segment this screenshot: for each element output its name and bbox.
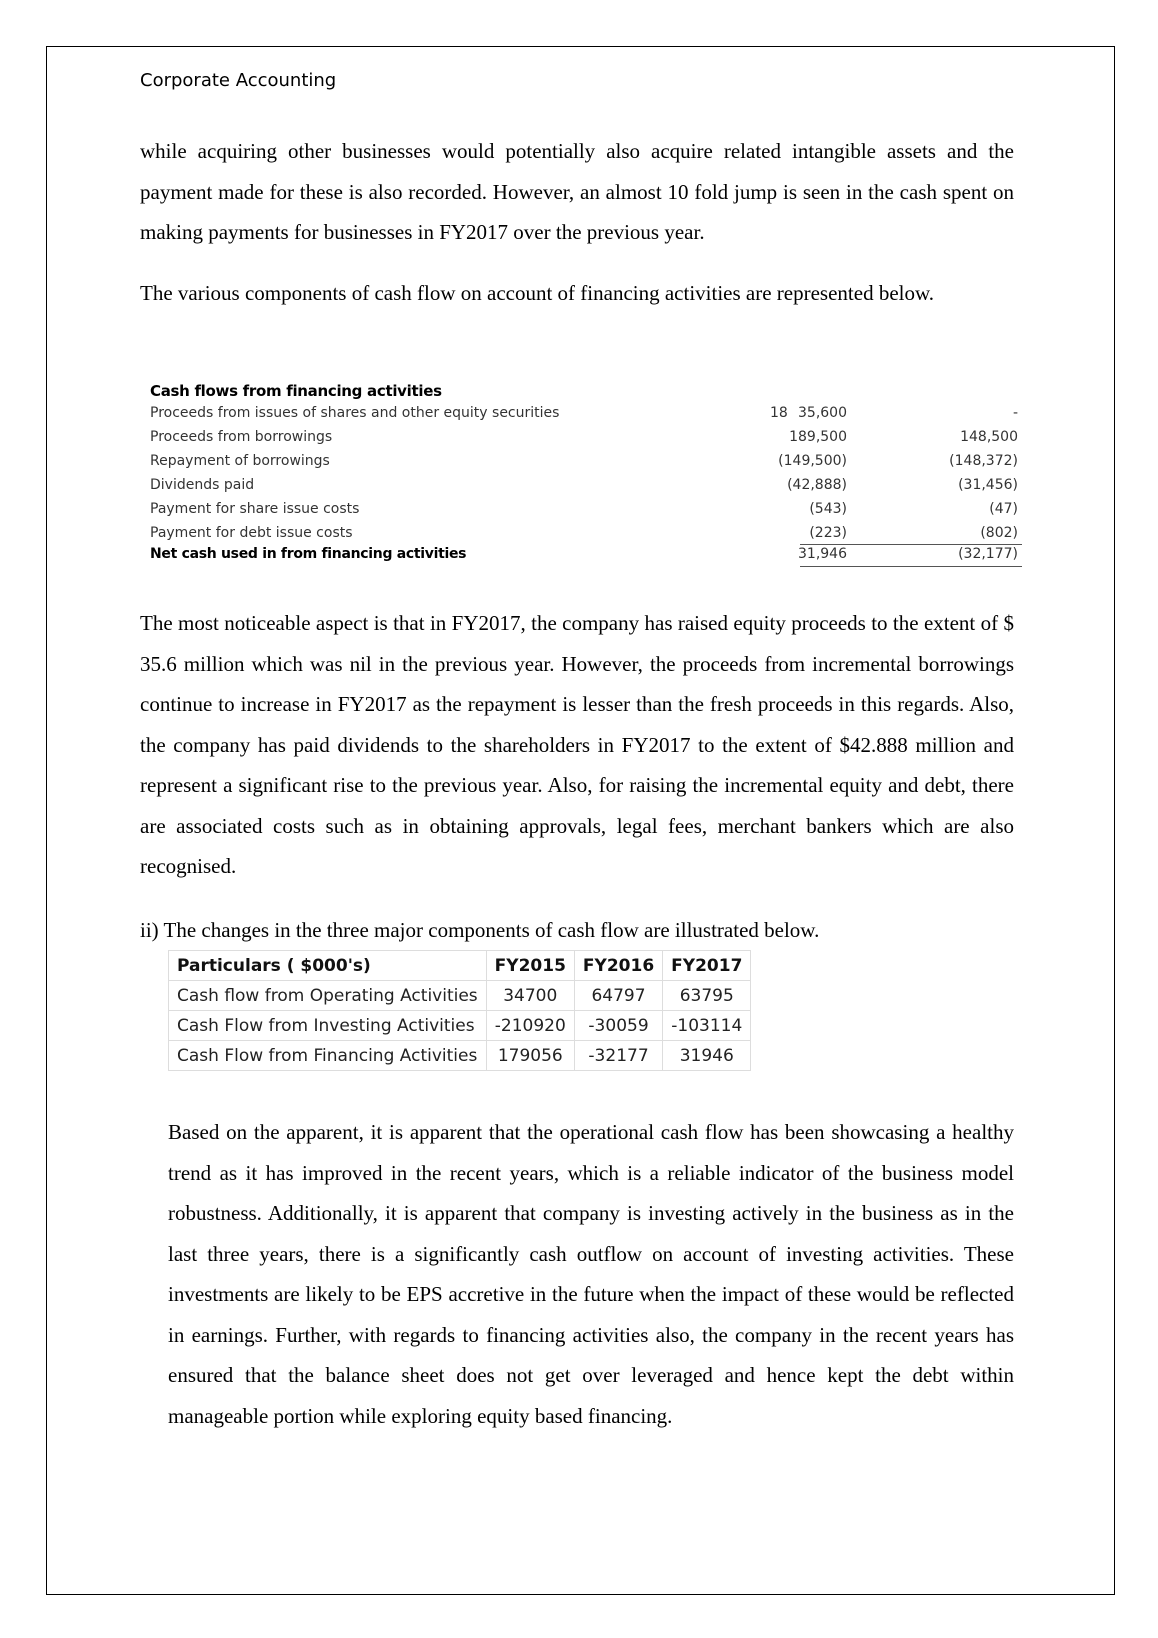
paragraph-intangibles: while acquiring other businesses would potentially also acquire related intangible assets and the payment made for these is also recorded. However, an almost 10 fold jump is seen in the cash spent on making payments for businesses in FY2017 over the previous year. [140,139,1014,244]
table-row: Cash Flow from Financing Activities 179056 -32177 31946 [169,1041,751,1071]
table-row: Cash Flow from Investing Activities -210920 -30059 -103114 [169,1011,751,1041]
paragraph-components-intro: ii) The changes in the three major components of cash flow are illustrated below. [140,918,820,942]
cash-flow-summary-table [168,950,751,1071]
table-row: Proceeds from borrowings 189,500 148,500 [150,429,1018,445]
paragraph-financing-intro: The various components of cash flow on account of financing activities are represented below. [140,281,935,305]
note-ref: 18 [770,405,788,421]
table-row: Proceeds from issues of shares and other equity securities 18 35,600 - [150,405,1018,421]
page-header: Corporate Accounting [140,70,337,91]
table-row: Cash flow from Operating Activities 34700 64797 63795 [169,981,751,1011]
table-header-row: Particulars ( $000's) FY2015 FY2016 FY2017 [169,951,751,981]
table-row-total: Net cash used in from financing activities 31,946 (32,177) [150,546,1018,562]
table-row: Payment for debt issue costs (223) (802) [150,525,1018,541]
table-row: Payment for share issue costs (543) (47) [150,501,1018,517]
paragraph-conclusion: Based on the apparent, it is apparent that the operational cash flow has been showcasing a healthy trend as it has improved in the recent years, which is a reliable indicator of the business model robustness. Additionally, it is apparent that company is investing actively in the business as in the last three years, there is a significantly cash outflow on account of investing activities. These investments are likely to be EPS accretive in the future when the impact of these would be reflected in earnings. Further, with regards to financing activities also, the company in the recent years has ensured that the balance sheet does not get over leveraged and hence kept the debt within manageable portion while exploring equity based financing. [168,1120,1014,1428]
total-underline [800,566,1022,567]
paragraph-financing-analysis: The most noticeable aspect is that in FY2017, the company has raised equity proceeds to the extent of $ 35.6 million which was nil in the previous year. However, the proceeds from incremental borrowings continue to increase in FY2017 as the repayment is lesser than the fresh proceeds in this regards. Also, the company has paid dividends to the shareholders in FY2017 to the extent of $42.888 million and represent a significant rise to the previous year. Also, for raising the incremental equity and debt, there are associated costs such as in obtaining approvals, legal fees, merchant bankers which are also recognised. [140,611,1014,878]
table-row: Dividends paid (42,888) (31,456) [150,477,1018,493]
table-row: Repayment of borrowings (149,500) (148,372) [150,453,1018,469]
financing-table-title: Cash flows from financing activities [150,382,442,400]
total-rule [800,544,1022,545]
